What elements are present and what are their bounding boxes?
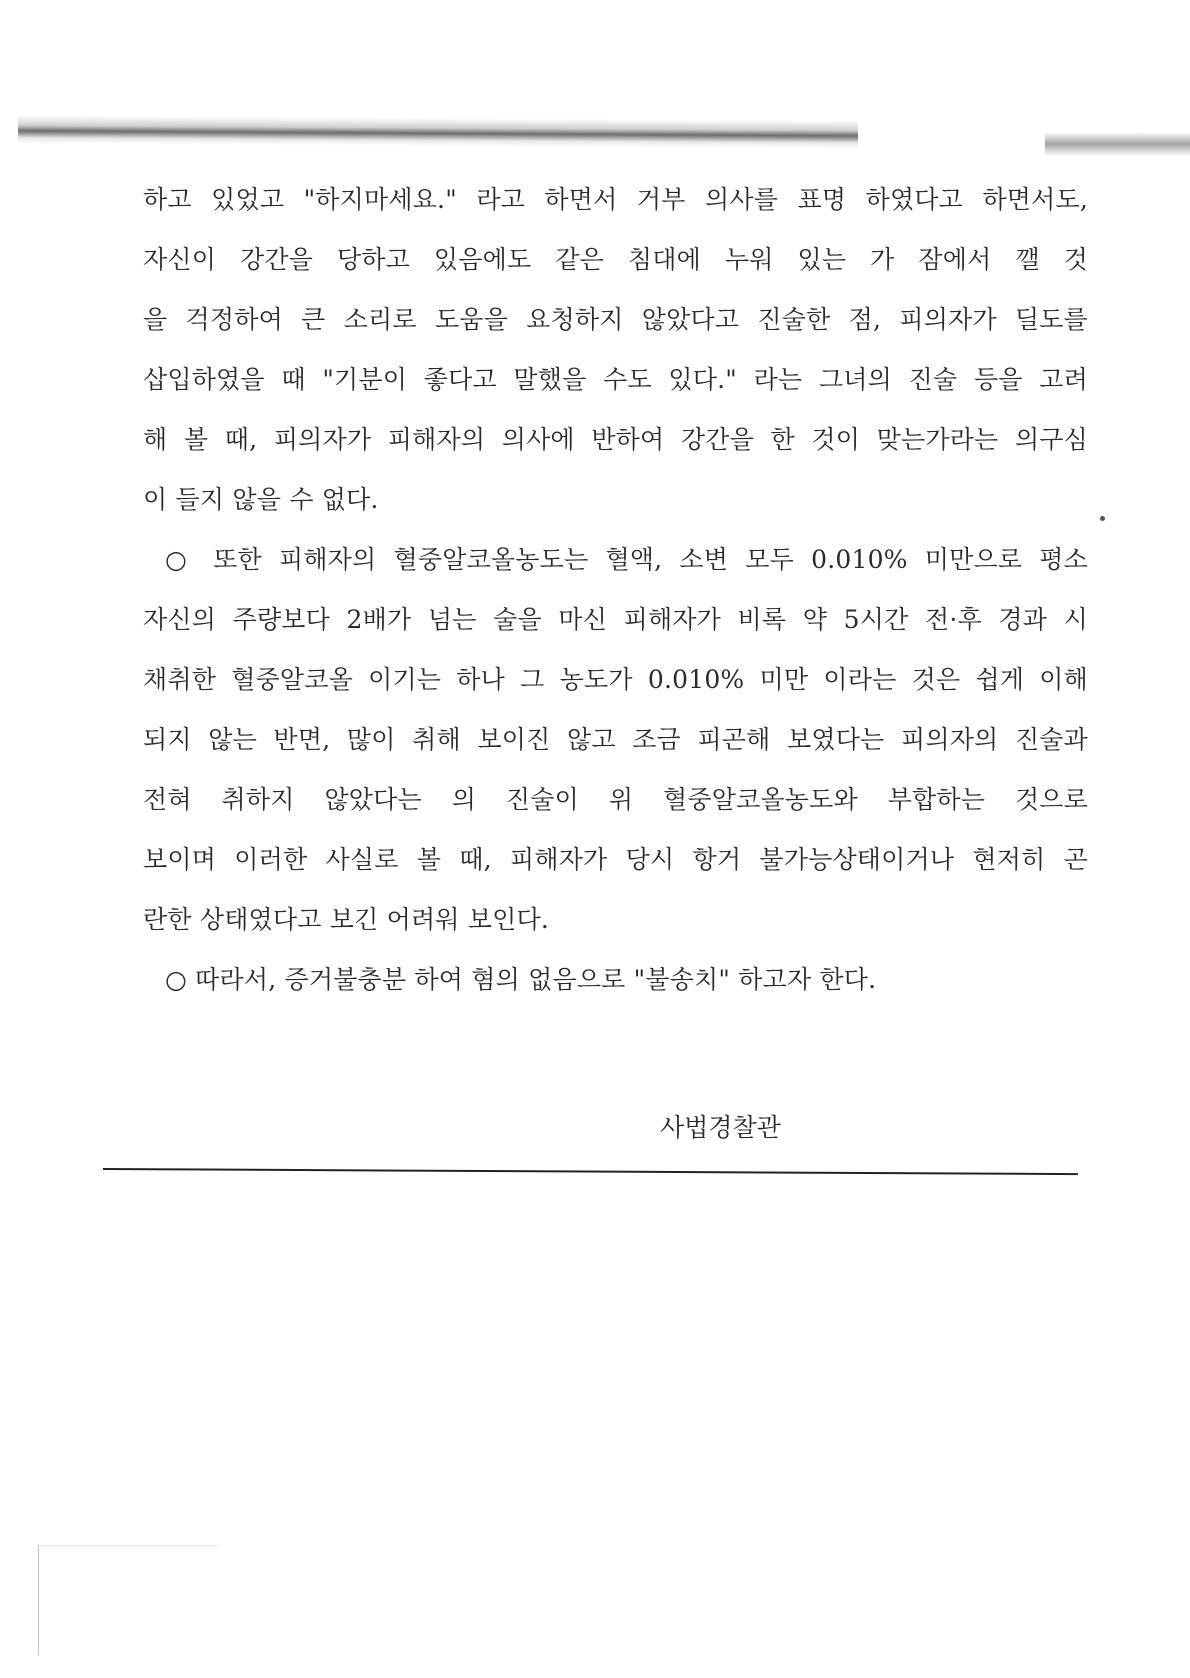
body-line-4: 삽입하였을 때 "기분이 좋다고 말했을 수도 있다." 라는 그녀의 진술 등을 고려 [143,365,1088,394]
body-line-13: 란한 상태였다고 보긴 어려워 보인다. [143,905,549,934]
signature-underline [103,1168,1078,1175]
scan-edge-mark [38,1545,39,1655]
body-line-14: ○ 따라서, 증거불충분 하여 혐의 없음으로 "불송치" 하고자 한다. [165,965,877,994]
stray-mark-dot [1100,516,1105,521]
body-line-7: ○ 또한 피해자의 혈중알코올농도는 혈액, 소변 모두 0.010% 미만으로 평소 [165,545,1088,574]
body-line-10: 되지 않는 반면, 많이 취해 보이진 않고 조금 피곤해 보였다는 피의자의 진술과 [143,725,1088,754]
document-body [143,170,1088,1010]
body-line-3: 을 걱정하여 큰 소리로 도움을 요청하지 않았다고 진술한 점, 피의자가 딜도를 [143,305,1088,334]
body-line-6: 이 들지 않을 수 없다. [143,485,379,514]
body-line-5: 해 볼 때, 피의자가 피해자의 의사에 반하여 강간을 한 것이 맞는가라는 의구심 [143,425,1088,454]
scan-artifact-band [18,115,858,148]
body-line-8: 자신의 주량보다 2배가 넘는 술을 마신 피해자가 비록 약 5시간 전·후 경과 시 [143,605,1088,634]
body-line-11: 전혀 취하지 않았다는 의 진술이 위 혈중알코올농도와 부합하는 것으로 [143,785,1088,814]
scan-artifact-band-right [1045,132,1190,156]
body-line-1: 하고 있었고 "하지마세요." 라고 하면서 거부 의사를 표명 하였다고 하면서도, [143,185,1088,214]
signature-title: 사법경찰관 [660,1113,781,1142]
body-line-12: 보이며 이러한 사실로 볼 때, 피해자가 당시 항거 불가능상태이거나 현저히 곤 [143,845,1088,874]
body-line-9: 채취한 혈중알코올 이기는 하나 그 농도가 0.010% 미만 이라는 것은 쉽게 이해 [143,665,1088,694]
body-line-2: 자신이 강간을 당하고 있음에도 같은 침대에 누워 있는 가 잠에서 깰 것 [143,245,1088,274]
scan-edge-mark-top [38,1545,218,1546]
